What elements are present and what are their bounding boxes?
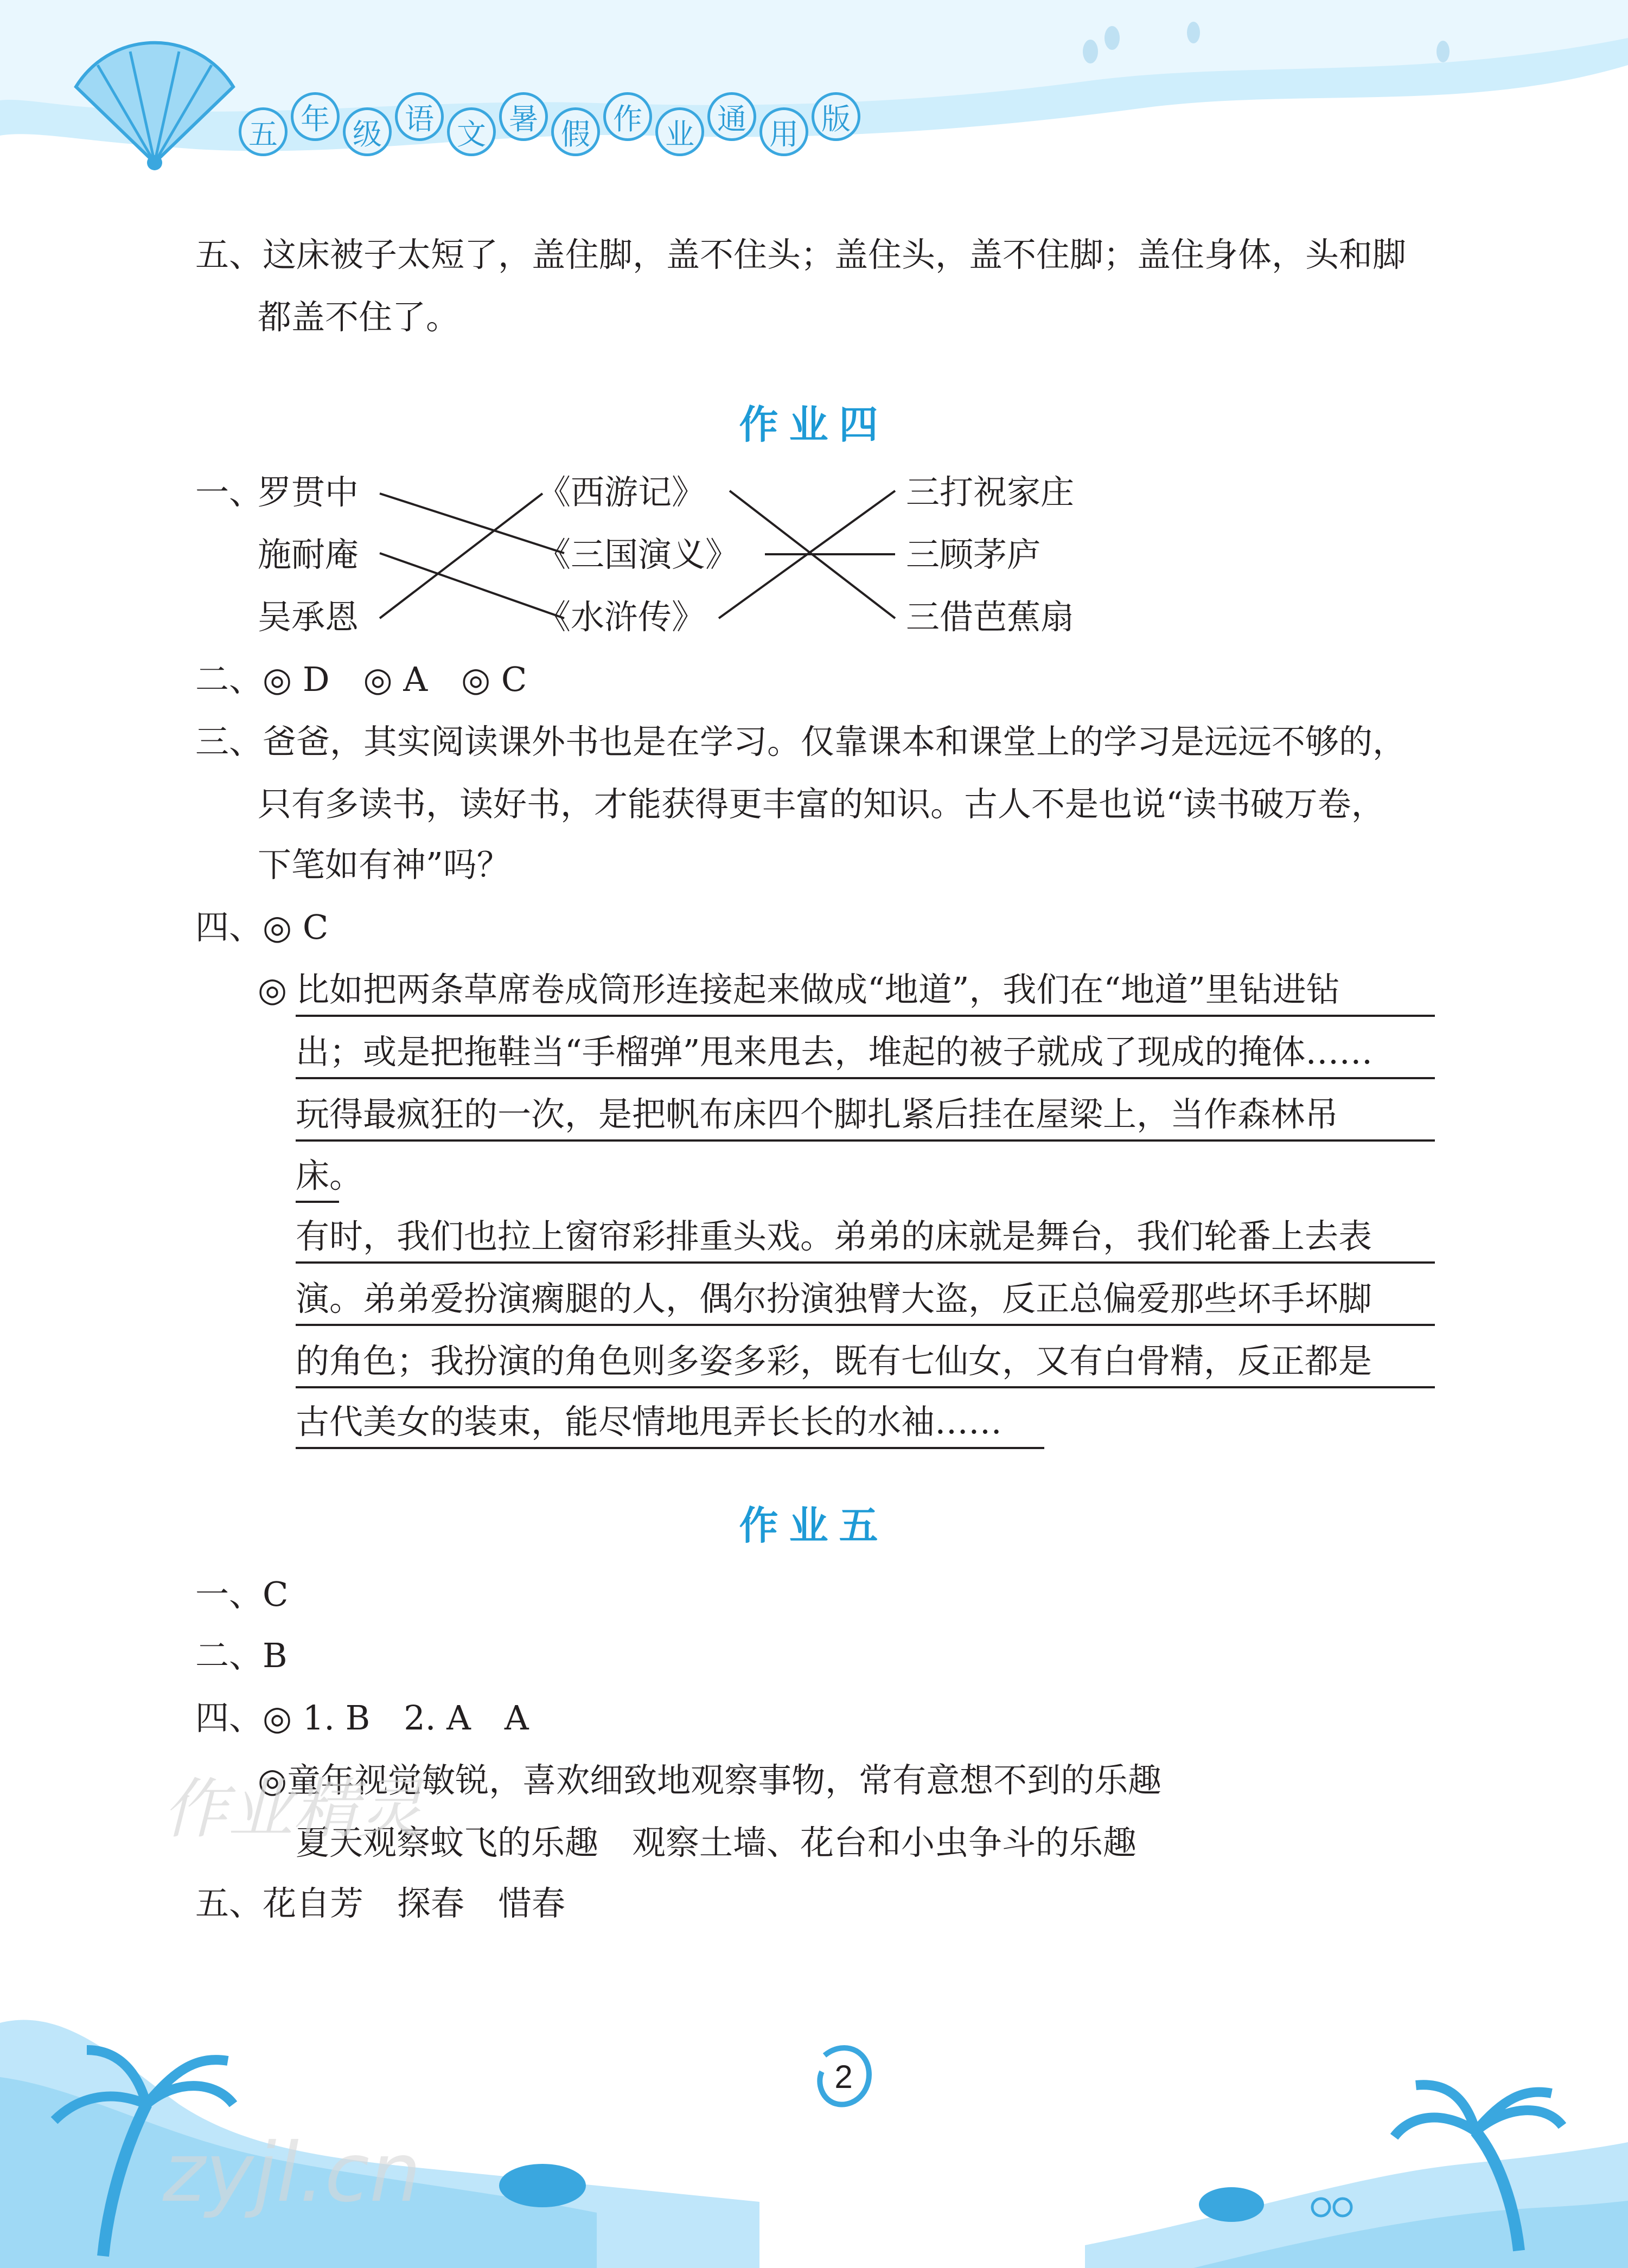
series-title-char: 级 <box>343 107 392 156</box>
series-title-char: 业 <box>655 107 704 156</box>
book-item: 《水浒传》 <box>537 597 706 637</box>
choice-mark: ◎ <box>258 970 288 1009</box>
matching-lines <box>0 0 1628 678</box>
question-number: 二、 <box>195 659 263 699</box>
author-item: 施耐庵 <box>258 535 359 574</box>
answer-1 <box>195 1573 288 1616</box>
answer-5-prev-line2: 都盖不住了。 <box>258 297 460 337</box>
underlined-passage-line: 出；或是把拖鞋当“手榴弹”甩来甩去，堆起的被子就成了现成的掩体…… <box>296 1030 1435 1079</box>
question-number: 二、 <box>195 1636 263 1675</box>
question-number: 一、 <box>195 1574 263 1614</box>
answer-text: ◎ D ◎ A ◎ C <box>263 659 527 699</box>
underlined-passage-line: 比如把两条草席卷成筒形连接起来做成“地道”，我们在“地道”里钻进钻 <box>296 968 1435 1017</box>
question-number: 五、 <box>195 235 263 274</box>
series-title-char: 版 <box>812 92 860 141</box>
answer-text: B <box>263 1636 288 1675</box>
story-item: 三借芭蕉扇 <box>906 597 1075 637</box>
question-number: 一、 <box>195 472 263 512</box>
section-title-hw4: 作业四 <box>739 402 889 447</box>
series-title-char: 五 <box>239 107 288 156</box>
underlined-passage-line: 的角色；我扮演的角色则多姿多彩，既有七仙女，又有白骨精，反正都是 <box>296 1340 1435 1388</box>
answer-3-line2: 只有多读书，读好书，才能获得更丰富的知识。古人不是也说“读书破万卷， <box>258 784 1385 824</box>
underlined-passage-line: 玩得最疯狂的一次，是把帆布床四个脚扎紧后挂在屋梁上，当作森林吊 <box>296 1093 1435 1142</box>
answer-4 <box>195 906 328 949</box>
question-number: 四、 <box>195 907 263 947</box>
underlined-passage-line: 有时，我们也拉上窗帘彩排重头戏。弟弟的床就是舞台，我们轮番上去表 <box>296 1215 1435 1264</box>
answer-4-line3: 夏天观察蚊飞的乐趣 观察土墙、花台和小虫争斗的乐趣 <box>296 1823 1137 1862</box>
series-title-char: 文 <box>447 107 496 156</box>
series-title-char: 年 <box>291 92 340 141</box>
author-item: 罗贯中 <box>258 472 359 512</box>
question-number: 五、 <box>195 1883 263 1923</box>
answer-text: 花自芳 探春 惜春 <box>263 1883 566 1923</box>
answer-text: ◎ 1. B 2. A A <box>263 1698 529 1738</box>
series-title-char: 暑 <box>499 92 548 141</box>
watermark-top: 作业精灵 <box>163 1772 423 1847</box>
underlined-passage-line: 演。弟弟爱扮演瘸腿的人，偶尔扮演独臂大盗，反正总偏爱那些坏手坏脚 <box>296 1277 1435 1326</box>
story-item: 三打祝家庄 <box>906 472 1075 512</box>
page-number-text: 2 <box>834 2059 853 2095</box>
page-number <box>814 2039 873 2115</box>
answer-3-line3: 下笔如有神”吗？ <box>258 845 510 885</box>
section-title-hw5: 作业五 <box>739 1503 889 1548</box>
author-item: 吴承恩 <box>258 597 359 637</box>
book-item: 《三国演义》 <box>537 535 739 574</box>
answer-text: C <box>263 1574 289 1614</box>
watermark-bottom: zyjl.cn <box>163 2126 422 2220</box>
answer-text: ◎ C <box>263 907 329 947</box>
series-title-char: 作 <box>603 92 652 141</box>
series-title-char: 语 <box>395 92 444 141</box>
answer-4 <box>195 1696 529 1740</box>
series-title-char: 用 <box>759 107 808 156</box>
story-item: 三顾茅庐 <box>906 535 1041 574</box>
answer-5 <box>195 1882 565 1925</box>
underlined-passage-line: 古代美女的装束，能尽情地甩弄长长的水袖…… <box>296 1400 1044 1449</box>
series-title-char: 假 <box>551 107 600 156</box>
series-title-char: 通 <box>707 92 756 141</box>
answer-text: 爸爸，其实阅读课外书也是在学习。仅靠课本和课堂上的学习是远远不够的， <box>263 722 1407 761</box>
answer-text: 这床被子太短了，盖住脚，盖不住头；盖住头，盖不住脚；盖住身体，头和脚 <box>263 235 1407 274</box>
question-number: 三、 <box>195 722 263 761</box>
answer-2 <box>195 658 527 701</box>
answer-2 <box>195 1634 288 1677</box>
underlined-passage-line: 床。 <box>296 1154 339 1203</box>
book-item: 《西游记》 <box>537 472 706 512</box>
question-number: 四、 <box>195 1698 263 1738</box>
answer-4-line2: ◎童年视觉敏锐，喜欢细致地观察事物，常有意想不到的乐趣 <box>258 1760 1162 1800</box>
answer-3 <box>195 720 1406 764</box>
